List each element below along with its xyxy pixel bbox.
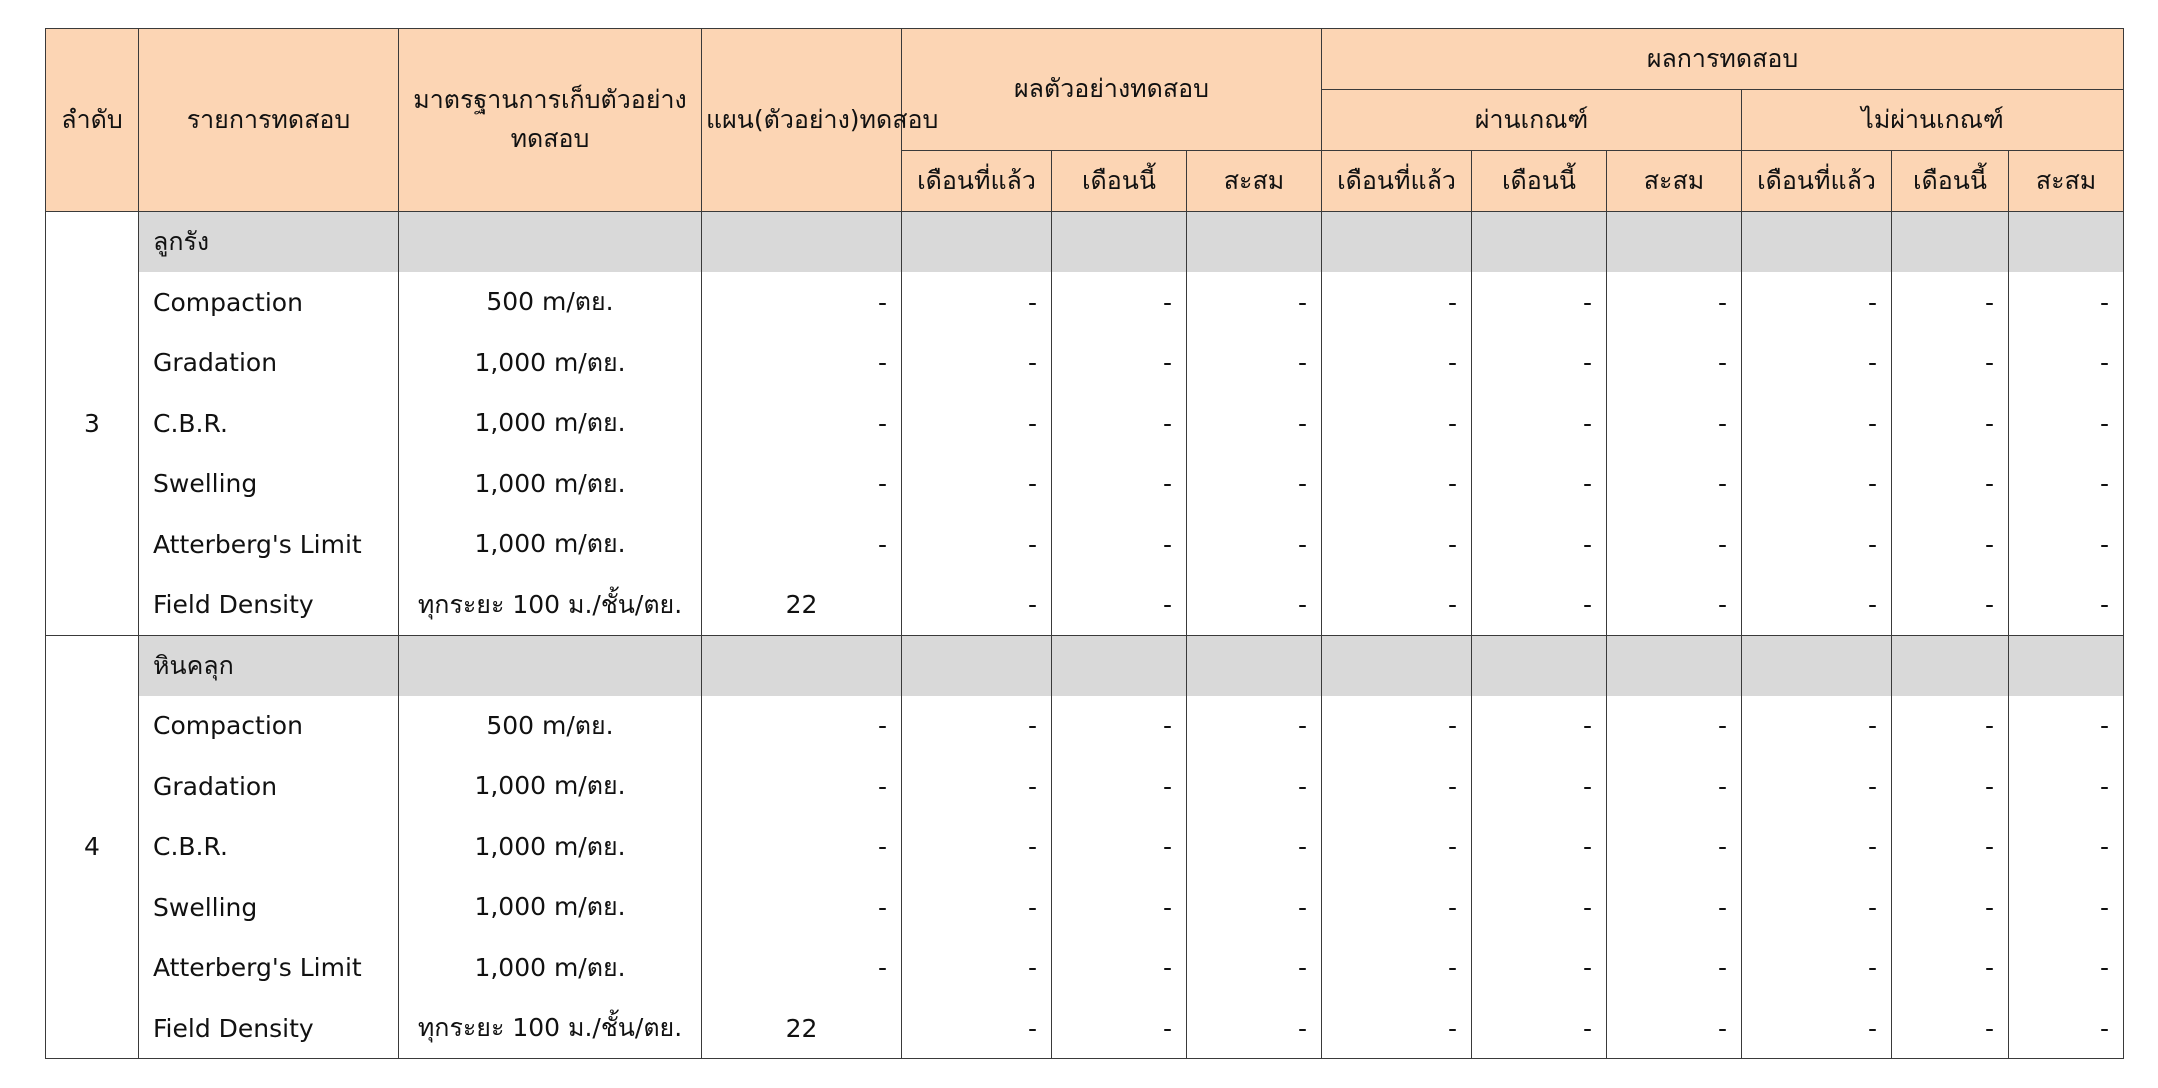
group-title-blank-cell xyxy=(902,635,1052,696)
header-results: ผลการทดสอบ xyxy=(1322,29,2124,90)
table-row xyxy=(46,393,2124,454)
test-results-table xyxy=(45,28,2124,1059)
result-value: - xyxy=(1742,756,1892,817)
result-value: - xyxy=(1892,696,2009,757)
group-title-blank-cell xyxy=(1472,212,1607,273)
result-value: - xyxy=(1742,575,1892,636)
result-value: - xyxy=(1052,272,1187,333)
planned-samples: - xyxy=(702,817,902,878)
group-title-row xyxy=(46,635,2124,696)
sampling-standard: 1,000 m/ตย. xyxy=(399,817,702,878)
table-row xyxy=(46,998,2124,1059)
header-samples-prev-month: เดือนที่แล้ว xyxy=(902,151,1052,212)
group-title-blank-cell xyxy=(2009,635,2124,696)
result-value: - xyxy=(1052,333,1187,394)
sampling-standard: ทุกระยะ 100 ม./ชั้น/ตย. xyxy=(399,575,702,636)
result-value: - xyxy=(2009,514,2124,575)
planned-samples: - xyxy=(702,454,902,515)
result-value: - xyxy=(1742,514,1892,575)
planned-samples: - xyxy=(702,938,902,999)
header-item: รายการทดสอบ xyxy=(139,29,399,212)
group-number: 3 xyxy=(46,212,139,636)
result-value: - xyxy=(1052,696,1187,757)
result-value: - xyxy=(1322,938,1472,999)
result-value: - xyxy=(2009,998,2124,1059)
group-title-blank-cell xyxy=(399,212,702,273)
result-value: - xyxy=(1607,393,1742,454)
result-value: - xyxy=(1607,998,1742,1059)
result-value: - xyxy=(1052,877,1187,938)
sampling-standard: 500 m/ตย. xyxy=(399,696,702,757)
result-value: - xyxy=(1742,998,1892,1059)
item-name: Field Density xyxy=(139,998,399,1059)
table-row xyxy=(46,938,2124,999)
result-value: - xyxy=(1892,333,2009,394)
table-row xyxy=(46,333,2124,394)
result-value: - xyxy=(1742,393,1892,454)
result-value: - xyxy=(1322,756,1472,817)
group-title-blank-cell xyxy=(1322,635,1472,696)
item-name: C.B.R. xyxy=(139,817,399,878)
header-standard-text: มาตรฐานการเก็บตัวอย่างทดสอบ xyxy=(413,85,687,153)
result-value: - xyxy=(1607,938,1742,999)
group-title: หินคลุก xyxy=(139,635,399,696)
item-name: Field Density xyxy=(139,575,399,636)
sampling-standard: ทุกระยะ 100 ม./ชั้น/ตย. xyxy=(399,998,702,1059)
result-value: - xyxy=(1742,817,1892,878)
result-value: - xyxy=(1607,272,1742,333)
group-title-blank-cell xyxy=(1892,635,2009,696)
planned-samples: - xyxy=(702,514,902,575)
result-value: - xyxy=(1187,817,1322,878)
result-value: - xyxy=(1742,454,1892,515)
result-value: - xyxy=(1472,938,1607,999)
result-value: - xyxy=(1892,272,2009,333)
result-value: - xyxy=(1472,514,1607,575)
result-value: - xyxy=(902,877,1052,938)
sampling-standard: 1,000 m/ตย. xyxy=(399,756,702,817)
table-row xyxy=(46,756,2124,817)
result-value: - xyxy=(1322,272,1472,333)
sampling-standard: 500 m/ตย. xyxy=(399,272,702,333)
result-value: - xyxy=(902,575,1052,636)
result-value: - xyxy=(1187,393,1322,454)
group-title-blank-cell xyxy=(1742,212,1892,273)
sampling-standard: 1,000 m/ตย. xyxy=(399,393,702,454)
result-value: - xyxy=(1892,817,2009,878)
table-row xyxy=(46,877,2124,938)
result-value: - xyxy=(1322,575,1472,636)
group-title-blank-cell xyxy=(1052,212,1187,273)
result-value: - xyxy=(1742,696,1892,757)
result-value: - xyxy=(1607,756,1742,817)
item-name: Atterberg's Limit xyxy=(139,938,399,999)
result-value: - xyxy=(1607,575,1742,636)
group-title-blank-cell xyxy=(1892,212,2009,273)
group-title: ลูกรัง xyxy=(139,212,399,273)
header-fail: ไม่ผ่านเกณฑ์ xyxy=(1742,90,2124,151)
group-title-blank-cell xyxy=(2009,212,2124,273)
result-value: - xyxy=(902,998,1052,1059)
item-name: C.B.R. xyxy=(139,393,399,454)
result-value: - xyxy=(1472,333,1607,394)
item-name: Gradation xyxy=(139,756,399,817)
result-value: - xyxy=(1607,817,1742,878)
sampling-standard: 1,000 m/ตย. xyxy=(399,333,702,394)
header-standard xyxy=(399,29,702,212)
result-value: - xyxy=(902,817,1052,878)
result-value: - xyxy=(1187,272,1322,333)
result-value: - xyxy=(2009,575,2124,636)
header-pass-prev-month: เดือนที่แล้ว xyxy=(1322,151,1472,212)
group-title-blank-cell xyxy=(1742,635,1892,696)
item-name: Gradation xyxy=(139,333,399,394)
header-plan xyxy=(702,29,939,212)
result-value: - xyxy=(1892,514,2009,575)
sampling-standard: 1,000 m/ตย. xyxy=(399,938,702,999)
result-value: - xyxy=(1187,454,1322,515)
planned-samples: - xyxy=(702,696,902,757)
result-value: - xyxy=(1892,393,2009,454)
result-value: - xyxy=(902,393,1052,454)
result-value: - xyxy=(1472,575,1607,636)
result-value: - xyxy=(1472,877,1607,938)
group-title-row xyxy=(46,212,2124,273)
result-value: - xyxy=(1187,514,1322,575)
result-value: - xyxy=(1892,938,2009,999)
table-row xyxy=(46,575,2124,636)
result-value: - xyxy=(1322,333,1472,394)
result-value: - xyxy=(1472,756,1607,817)
header-fail-this-month: เดือนนี้ xyxy=(1892,151,2009,212)
result-value: - xyxy=(2009,696,2124,757)
result-value: - xyxy=(1742,877,1892,938)
header-pass: ผ่านเกณฑ์ xyxy=(1322,90,1742,151)
result-value: - xyxy=(1187,938,1322,999)
planned-samples: - xyxy=(702,393,902,454)
group-title-blank-cell xyxy=(1472,635,1607,696)
result-value: - xyxy=(1472,817,1607,878)
result-value: - xyxy=(2009,333,2124,394)
result-value: - xyxy=(1472,998,1607,1059)
result-value: - xyxy=(1322,877,1472,938)
result-value: - xyxy=(1607,454,1742,515)
item-name: Compaction xyxy=(139,696,399,757)
result-value: - xyxy=(1742,938,1892,999)
table-row xyxy=(46,696,2124,757)
header-pass-cumulative: สะสม xyxy=(1607,151,1742,212)
result-value: - xyxy=(902,756,1052,817)
result-value: - xyxy=(1187,333,1322,394)
group-title-blank-cell xyxy=(1607,635,1742,696)
result-value: - xyxy=(1742,272,1892,333)
result-value: - xyxy=(902,454,1052,515)
result-value: - xyxy=(1472,454,1607,515)
group-title-blank-cell xyxy=(1187,212,1322,273)
group-title-blank-cell xyxy=(1322,212,1472,273)
result-value: - xyxy=(1742,333,1892,394)
result-value: - xyxy=(1892,877,2009,938)
sampling-standard: 1,000 m/ตย. xyxy=(399,877,702,938)
result-value: - xyxy=(2009,393,2124,454)
sampling-standard: 1,000 m/ตย. xyxy=(399,454,702,515)
result-value: - xyxy=(1187,998,1322,1059)
result-value: - xyxy=(1472,272,1607,333)
result-value: - xyxy=(2009,756,2124,817)
result-value: - xyxy=(902,272,1052,333)
result-value: - xyxy=(1322,393,1472,454)
header-fail-prev-month: เดือนที่แล้ว xyxy=(1742,151,1892,212)
result-value: - xyxy=(2009,272,2124,333)
result-value: - xyxy=(1052,938,1187,999)
result-value: - xyxy=(1187,756,1322,817)
group-title-blank-cell xyxy=(1052,635,1187,696)
item-name: Compaction xyxy=(139,272,399,333)
result-value: - xyxy=(1052,393,1187,454)
result-value: - xyxy=(1052,998,1187,1059)
result-value: - xyxy=(1472,393,1607,454)
item-name: Swelling xyxy=(139,454,399,515)
header-seq: ลำดับ xyxy=(46,29,139,212)
table-row xyxy=(46,454,2124,515)
planned-samples: 22 xyxy=(702,575,902,636)
header-samples-this-month: เดือนนี้ xyxy=(1052,151,1187,212)
planned-samples: - xyxy=(702,877,902,938)
result-value: - xyxy=(1052,514,1187,575)
header-plan-text: แผน(ตัวอย่าง)ทดสอบ xyxy=(706,104,939,134)
result-value: - xyxy=(1472,696,1607,757)
header-pass-this-month: เดือนนี้ xyxy=(1472,151,1607,212)
result-value: - xyxy=(1052,575,1187,636)
result-value: - xyxy=(1892,756,2009,817)
group-title-blank-cell xyxy=(702,212,902,273)
result-value: - xyxy=(1892,575,2009,636)
result-value: - xyxy=(2009,817,2124,878)
group-title-blank-cell xyxy=(1187,635,1322,696)
result-value: - xyxy=(2009,938,2124,999)
result-value: - xyxy=(2009,877,2124,938)
result-value: - xyxy=(1322,514,1472,575)
group-title-blank-cell xyxy=(702,635,902,696)
sampling-standard: 1,000 m/ตย. xyxy=(399,514,702,575)
planned-samples: - xyxy=(702,756,902,817)
item-name: Swelling xyxy=(139,877,399,938)
table-row xyxy=(46,272,2124,333)
group-title-blank-cell xyxy=(1607,212,1742,273)
result-value: - xyxy=(1322,696,1472,757)
result-value: - xyxy=(1892,998,2009,1059)
header-fail-cumulative: สะสม xyxy=(2009,151,2124,212)
result-value: - xyxy=(1187,696,1322,757)
group-number: 4 xyxy=(46,635,139,1059)
planned-samples: - xyxy=(702,333,902,394)
table-row xyxy=(46,817,2124,878)
result-value: - xyxy=(1187,877,1322,938)
result-value: - xyxy=(1607,877,1742,938)
result-value: - xyxy=(1322,454,1472,515)
table-row xyxy=(46,514,2124,575)
planned-samples: - xyxy=(702,272,902,333)
table-body xyxy=(46,212,2124,1059)
result-value: - xyxy=(1187,575,1322,636)
table-header xyxy=(46,29,2124,212)
result-value: - xyxy=(1607,514,1742,575)
result-value: - xyxy=(1322,817,1472,878)
result-value: - xyxy=(1052,817,1187,878)
header-samples: ผลตัวอย่างทดสอบ xyxy=(902,29,1322,151)
result-value: - xyxy=(1607,333,1742,394)
result-value: - xyxy=(1607,696,1742,757)
planned-samples: 22 xyxy=(702,998,902,1059)
result-value: - xyxy=(1052,756,1187,817)
group-title-blank-cell xyxy=(399,635,702,696)
result-value: - xyxy=(902,333,1052,394)
group-title-blank-cell xyxy=(902,212,1052,273)
result-value: - xyxy=(1052,454,1187,515)
result-value: - xyxy=(902,514,1052,575)
result-value: - xyxy=(902,696,1052,757)
header-samples-cumulative: สะสม xyxy=(1187,151,1322,212)
item-name: Atterberg's Limit xyxy=(139,514,399,575)
result-value: - xyxy=(2009,454,2124,515)
result-value: - xyxy=(902,938,1052,999)
result-value: - xyxy=(1892,454,2009,515)
result-value: - xyxy=(1322,998,1472,1059)
